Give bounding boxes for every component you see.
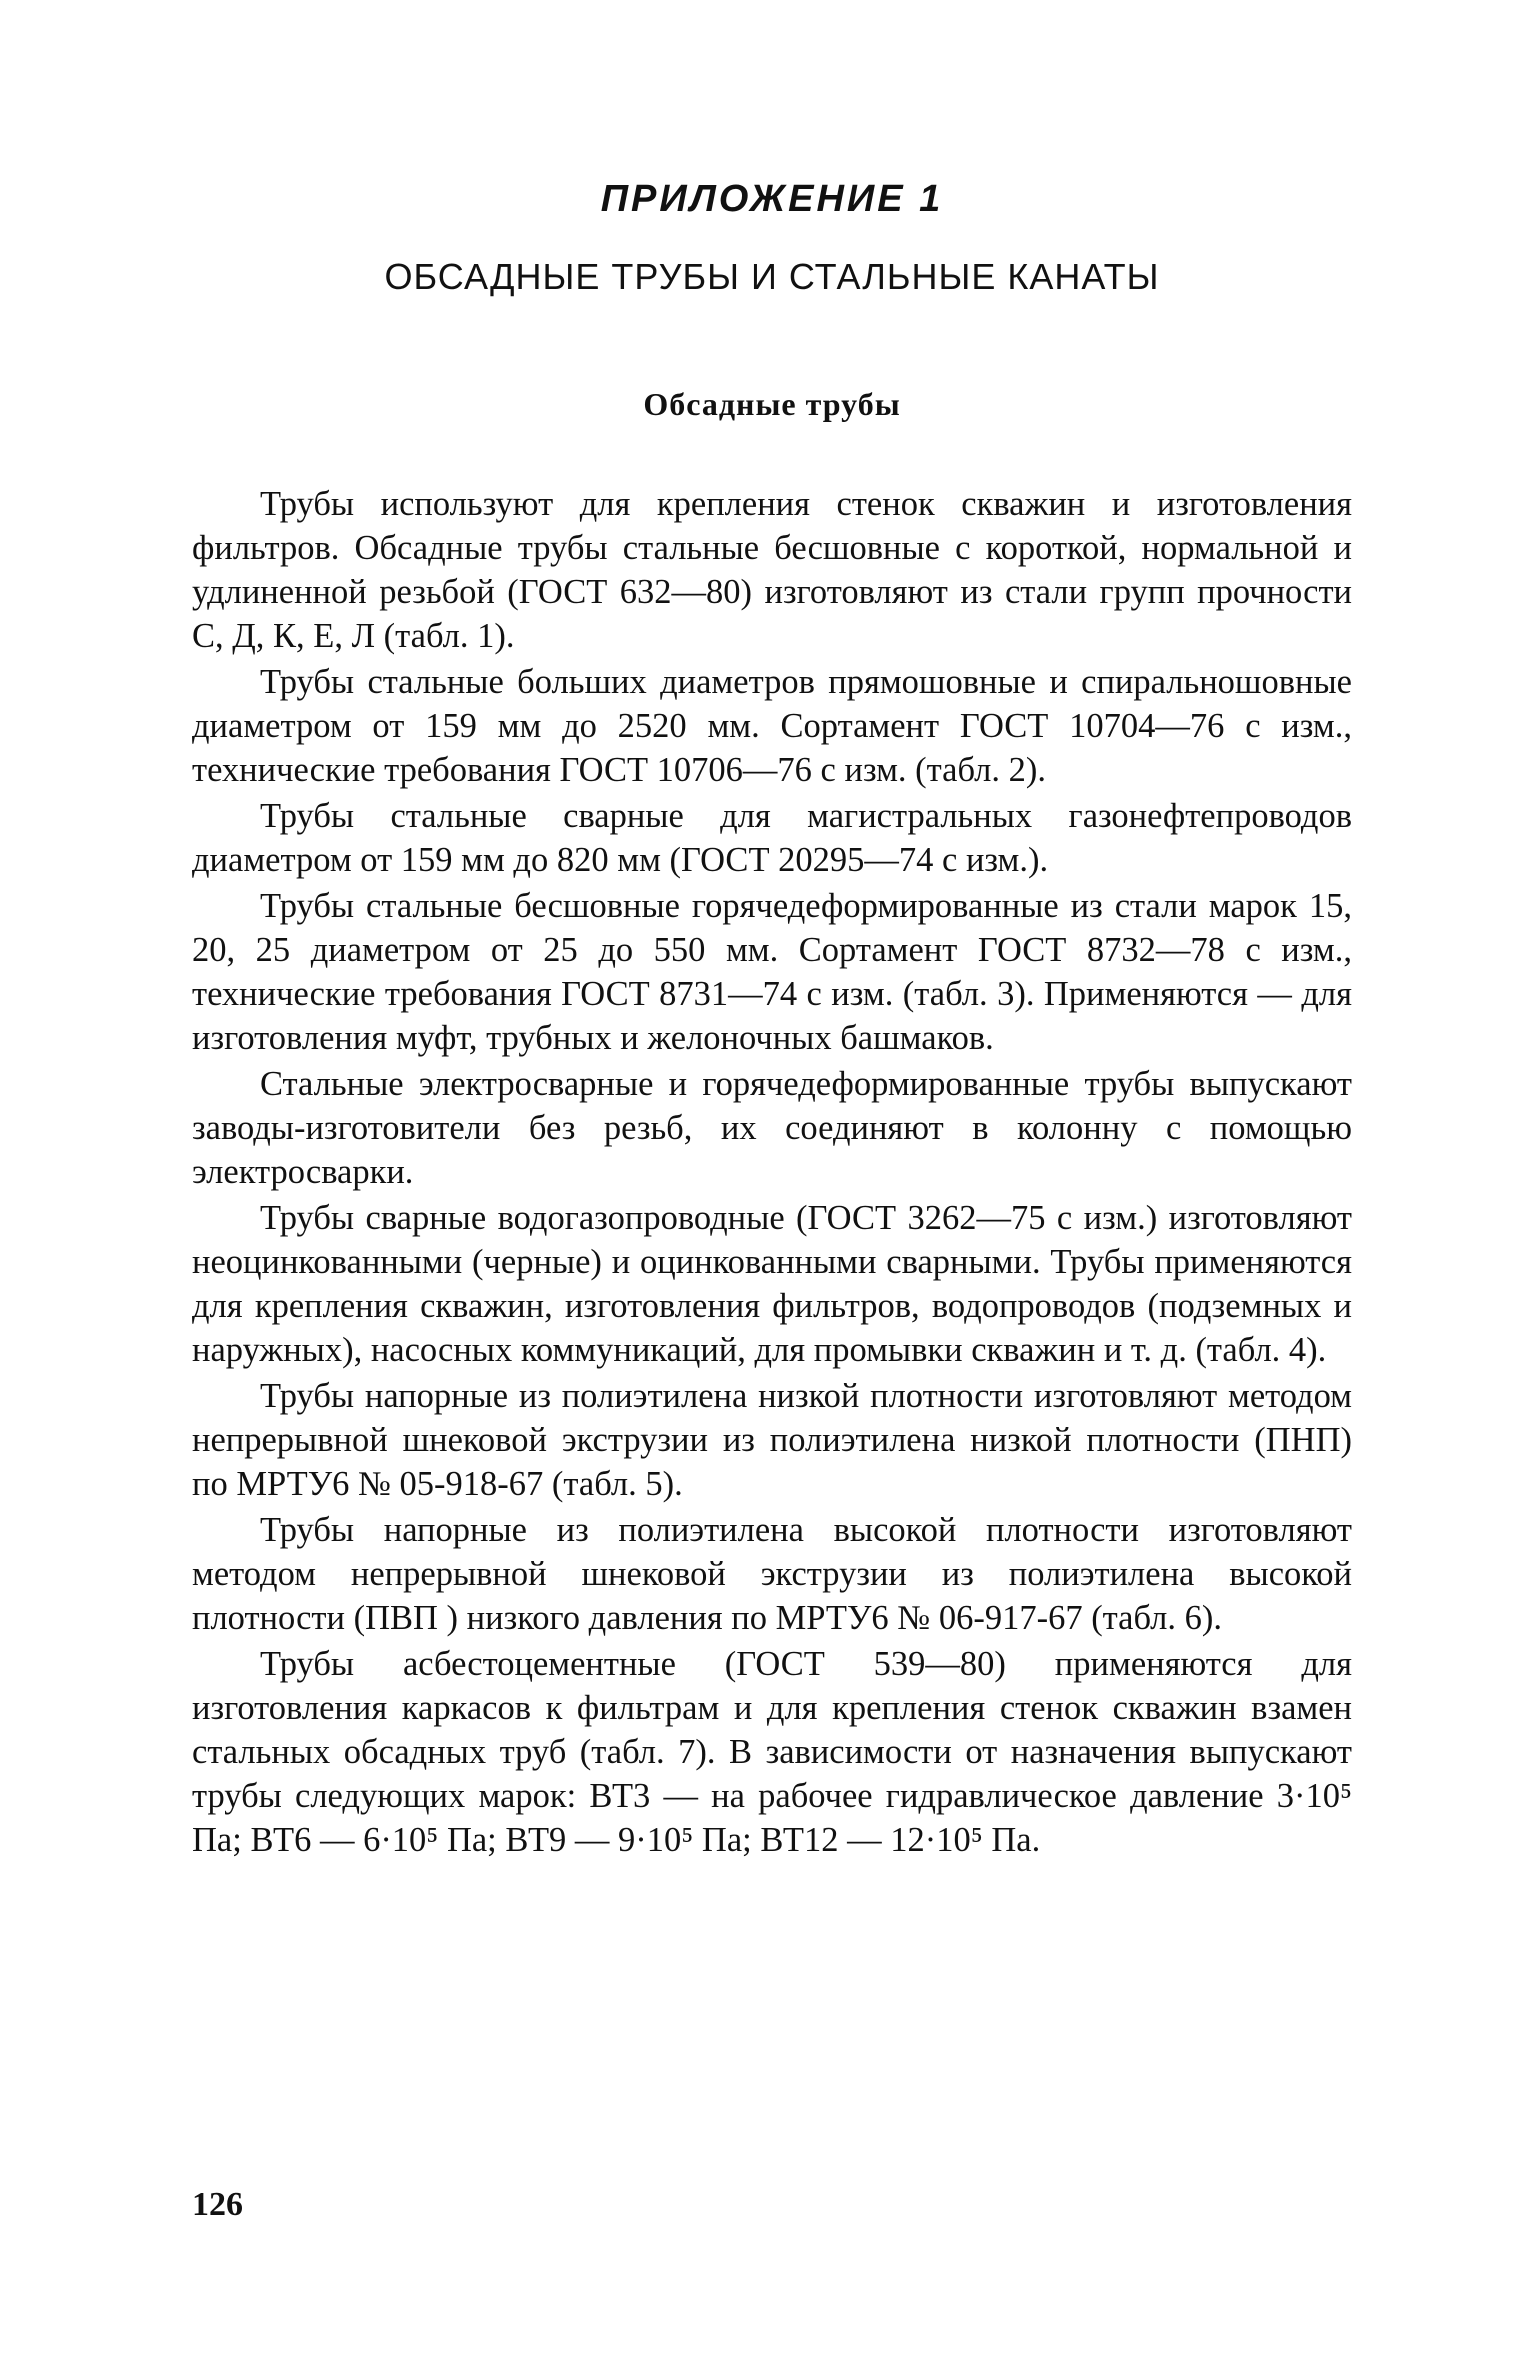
paragraph-water-gas-pipes: Трубы сварные водогазопроводные (ГОСТ 3262—75 с изм.) изготовляют неоцинкованными (черные) и оцинкованными сварными. Трубы применяются для крепления скважин, изготовления фильтров, водопроводов (подземных и наружных), насосных коммуникаций, для промывки скважин и т. д. (табл. 4). [192,1199,1352,1369]
paragraph-welded-pipeline-pipes: Трубы стальные сварные для магистральных газонефтепроводов диаметром от 159 мм до 820 мм (ГОСТ 20295—74 с изм.). [192,797,1352,879]
appendix-label: ПРИЛОЖЕНИЕ 1 [600,178,944,220]
paragraph-large-diameter-pipes: Трубы стальные больших диаметров прямошовные и спиральношовные диаметром от 159 мм до 2520 мм. Сортамент ГОСТ 10704—76 с изм., технические требования ГОСТ 10706—76 с изм. (табл. 2). [192,663,1352,789]
paragraph-high-density-pe-pipes: Трубы напорные из полиэтилена высокой плотности изготовляют методом непрерывной шнековой экструзии из полиэтилена высокой плотности (ПВП ) низкого давления по МРТУ6 № 06-917-67 (табл. 6). [192,1511,1352,1637]
page-number: 126 [192,2186,243,2223]
section-heading: Обсадные трубы [643,386,901,422]
body-text [192,482,1352,1864]
paragraph-low-density-pe-pipes: Трубы напорные из полиэтилена низкой плотности изготовляют методом непрерывной шнековой экструзии из полиэтилена низкой плотности (ПНП) по МРТУ6 № 05-918-67 (табл. 5). [192,1377,1352,1503]
paragraph-asbestos-cement-pipes: Трубы асбестоцементные (ГОСТ 539—80) применяются для изготовления каркасов к фильтрам и для крепления стенок скважин взамен стальных обсадных труб (табл. 7). В зависимости от назначения выпускают трубы следующих марок: ВТ3 — на рабочее гидравлическое давление 3·10⁵ Па; ВТ6 — 6·10⁵ Па; ВТ9 — 9·10⁵ Па; ВТ12 — 12·10⁵ Па. [192,1645,1352,1859]
appendix-title: ОБСАДНЫЕ ТРУБЫ И СТАЛЬНЫЕ КАНАТЫ [384,256,1160,297]
document-page [192,0,1352,2361]
paragraph-casing-pipes-intro: Трубы используют для крепления стенок скважин и изготовления фильтров. Обсадные трубы стальные бесшовные с короткой, нормальной и удлиненной резьбой (ГОСТ 632—80) изготовляют из стали групп прочности С, Д, К, Е, Л (табл. 1). [192,485,1352,655]
paragraph-seamless-hot-formed-pipes: Трубы стальные бесшовные горячедеформированные из стали марок 15, 20, 25 диаметром от 25 до 550 мм. Сортамент ГОСТ 8732—78 с изм., технические требования ГОСТ 8731—74 с изм. (табл. 3). Применяются — для изготовления муфт, трубных и желоночных башмаков. [192,887,1352,1057]
paragraph-electrowelded-pipes: Стальные электросварные и горячедеформированные трубы выпускают заводы-изготовители без резьб, их соединяют в колонну с помощью электросварки. [192,1065,1352,1191]
